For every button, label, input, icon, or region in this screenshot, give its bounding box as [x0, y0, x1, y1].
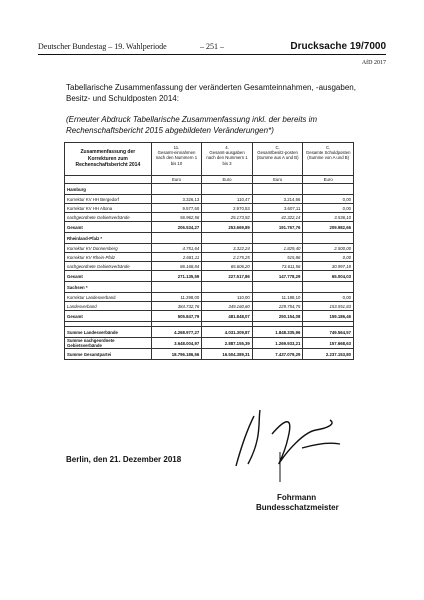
- row-label: nachgeordnete Gebietsverbände: [65, 213, 152, 222]
- table-row: [65, 253, 354, 262]
- cell-value: 0,00: [303, 293, 354, 302]
- signer-name: Fohrmann: [277, 493, 317, 502]
- cell-value: 227.517,86: [202, 271, 253, 282]
- cell-value: 7.437.079,29: [252, 349, 303, 360]
- table-row: [65, 222, 354, 233]
- header-left: Deutscher Bundestag – 19. Wahlperiode: [38, 42, 167, 51]
- cell-value: 2.970,53: [202, 204, 253, 213]
- column-label: Gesamt-einnahmen nach den Nummern 1 bis 10: [155, 150, 198, 166]
- row-label: Rheinland-Pfalz *: [65, 233, 152, 244]
- column-header: [252, 143, 303, 176]
- table-row: [65, 233, 354, 244]
- header-rule: [38, 54, 386, 55]
- table-row: [65, 311, 354, 322]
- table-row: [65, 195, 354, 204]
- cell-value: 250.154,08: [252, 311, 303, 322]
- cell-value: [303, 184, 354, 195]
- table-title: Zusammenfassung der Korrekturen zum Rechenschaftsbericht 2014: [65, 143, 152, 176]
- cell-value: 11.188,10: [252, 293, 303, 302]
- cell-value: 1.269.933,21: [252, 338, 303, 349]
- cell-value: 18.796.186,56: [151, 349, 202, 360]
- intro-paragraph: Tabellarische Zusammenfassung der veränderten Gesamteinnahmen, -ausgaben, Besitz- und Schuldposten 2014:: [66, 83, 356, 103]
- unit-cell: Euro: [303, 176, 354, 184]
- cell-value: 206.534,27: [151, 222, 202, 233]
- cell-value: 349.160,60: [202, 302, 253, 311]
- document-number: Drucksache 19/7000: [290, 41, 386, 52]
- cell-value: [151, 184, 202, 195]
- column-code: C.: [275, 145, 280, 150]
- signature: [232, 404, 342, 484]
- table-row: [65, 204, 354, 213]
- cell-value: 0,00: [303, 204, 354, 213]
- cell-value: [252, 282, 303, 293]
- cell-value: 3.326,13: [151, 195, 202, 204]
- table-row: [65, 213, 354, 222]
- cell-value: [303, 282, 354, 293]
- cell-value: [202, 184, 253, 195]
- cell-value: [151, 233, 202, 244]
- column-code: 4.: [225, 145, 229, 150]
- corrections-table: [64, 142, 354, 360]
- cell-value: 147.778,29: [252, 271, 303, 282]
- cell-value: 56.962,56: [151, 213, 202, 222]
- cell-value: 229.754,75: [252, 302, 303, 311]
- cell-value: 505.847,79: [151, 311, 202, 322]
- unit-cell: Euro: [151, 176, 202, 184]
- note-paragraph: (Erneuter Abdruck Tabellarische Zusammenfassung inkl. der bereits im Rechenschaftsbericht 2015 abgebildeten Veränderungen*): [66, 115, 318, 135]
- cell-value: 749.564,57: [303, 327, 354, 338]
- page-header: [38, 42, 386, 54]
- column-code: 11.: [173, 145, 180, 150]
- cell-value: 30.997,18: [303, 262, 354, 271]
- cell-value: 65.004,03: [303, 271, 354, 282]
- unit-blank: [65, 176, 152, 184]
- cell-value: 2.175,25: [202, 253, 253, 262]
- cell-value: 110,47: [202, 195, 253, 204]
- column-label: Gesamte Schuldposten (Summe von A und B): [305, 150, 351, 161]
- place-date: Berlin, den 21. Dezember 2018: [66, 455, 182, 464]
- cell-value: 65.606,20: [202, 262, 253, 271]
- cell-value: 11.298,00: [151, 293, 202, 302]
- cell-value: 159.186,46: [303, 311, 354, 322]
- cell-value: 4.031.309,87: [202, 327, 253, 338]
- cell-value: 3.214,66: [252, 195, 303, 204]
- table-row: [65, 262, 354, 271]
- cell-value: 73.611,56: [252, 262, 303, 271]
- cell-value: [252, 233, 303, 244]
- signer-role: Bundesschatzmeister: [256, 503, 339, 512]
- cell-value: 86.168,84: [151, 262, 202, 271]
- cell-value: [202, 282, 253, 293]
- row-label: Korrektur KV Rhein-Pfalz: [65, 253, 152, 262]
- column-header: [303, 143, 354, 176]
- row-label: Korrektur KV HH Altona: [65, 204, 152, 213]
- table-row: [65, 302, 354, 311]
- cell-value: 0,00: [303, 253, 354, 262]
- cell-value: [303, 233, 354, 244]
- row-label: nachgeordnete Gebietsverbände: [65, 262, 152, 271]
- cell-value: 3.607,11: [252, 204, 303, 213]
- cell-value: 3.648.004,97: [151, 338, 202, 349]
- table-row: [65, 271, 354, 282]
- row-label: Gesamt: [65, 222, 152, 233]
- table-row: [65, 349, 354, 360]
- cell-value: 9.577,60: [151, 204, 202, 213]
- row-label: Summe nachgeordnete Gebietsverbände: [65, 338, 152, 349]
- row-label: Korrektur Landesverband: [65, 293, 152, 302]
- cell-value: 4.268.977,27: [151, 327, 202, 338]
- row-label: Gesamt: [65, 311, 152, 322]
- cell-value: 153.551,83: [303, 302, 354, 311]
- cell-value: 2.681,11: [151, 253, 202, 262]
- table-row: [65, 327, 354, 338]
- row-label: Summe Landesverbände: [65, 327, 152, 338]
- cell-value: [252, 184, 303, 195]
- cell-value: 1.829,40: [252, 244, 303, 253]
- cell-value: 16.504.389,31: [202, 349, 253, 360]
- table-row: [65, 338, 354, 349]
- cell-value: 481.848,07: [202, 311, 253, 322]
- row-label: Gesamt: [65, 271, 152, 282]
- row-label: Hamburg: [65, 184, 152, 195]
- row-label: Korrektur KV HH Bergedorf: [65, 195, 152, 204]
- table-row: [65, 244, 354, 253]
- table-row: [65, 184, 354, 195]
- page-number: – 251 –: [200, 42, 224, 51]
- cell-value: 209.982,66: [303, 222, 354, 233]
- cell-value: 25.173,92: [202, 213, 253, 222]
- cell-value: 2.500,00: [303, 244, 354, 253]
- cell-value: 4.751,64: [151, 244, 202, 253]
- row-label: Landesverband: [65, 302, 152, 311]
- row-label: Summe Gesamtpartei: [65, 349, 152, 360]
- column-label: Gesamtbesitz-posten (Summe aus A und B): [256, 150, 299, 161]
- cell-value: 2.887.155,39: [202, 338, 253, 349]
- column-label: Gesamt-ausgaben nach den Nummern 1 bis 3: [206, 150, 248, 166]
- column-header: [202, 143, 253, 176]
- unit-row: [65, 176, 354, 184]
- cell-value: 271.135,59: [151, 271, 202, 282]
- cell-value: 1.848.335,96: [252, 327, 303, 338]
- row-label: Sachsen *: [65, 282, 152, 293]
- row-label: Korrektur KV Donnersberg: [65, 244, 152, 253]
- table-row: [65, 282, 354, 293]
- header-sub: AfD 2017: [361, 60, 386, 66]
- cell-value: 157.668,63: [303, 338, 354, 349]
- cell-value: [151, 282, 202, 293]
- unit-cell: Euro: [202, 176, 253, 184]
- cell-value: 515,86: [252, 253, 303, 262]
- cell-value: [202, 233, 253, 244]
- cell-value: 0,00: [303, 195, 354, 204]
- table-row: [65, 293, 354, 302]
- cell-value: 3.322,24: [202, 244, 253, 253]
- cell-value: 253.669,89: [202, 222, 253, 233]
- column-header: [151, 143, 202, 176]
- cell-value: 191.767,76: [252, 222, 303, 233]
- table-header-row: [65, 143, 354, 176]
- column-code: C.: [326, 145, 331, 150]
- cell-value: 3.536,10: [303, 213, 354, 222]
- cell-value: 110,00: [202, 293, 253, 302]
- unit-cell: Euro: [252, 176, 303, 184]
- cell-value: 2.237.153,80: [303, 349, 354, 360]
- cell-value: 42.322,14: [252, 213, 303, 222]
- cell-value: 384.732,76: [151, 302, 202, 311]
